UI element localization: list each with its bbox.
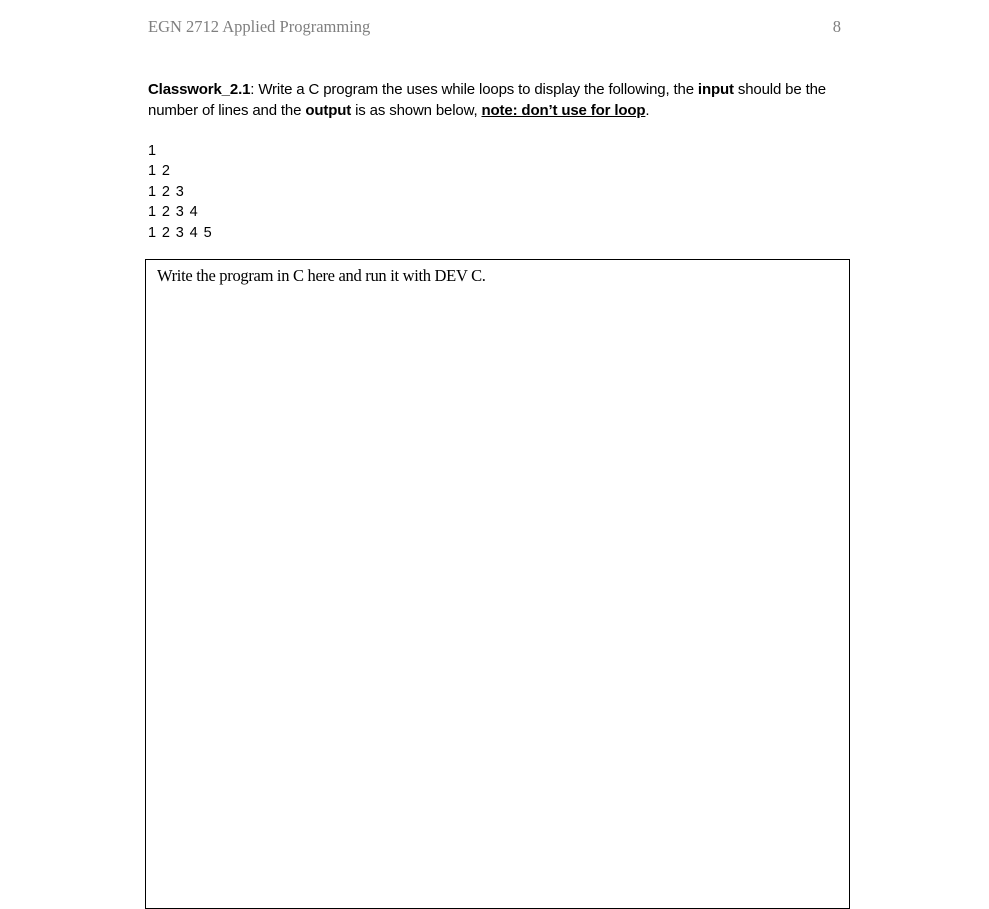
- answer-prompt: Write the program in C here and run it with DEV C.: [157, 266, 486, 285]
- output-line: 1 2: [148, 163, 171, 180]
- instruction-text-2: should be the number of lines and the: [148, 81, 826, 119]
- document-header-title: EGN 2712 Applied Programming: [148, 17, 371, 36]
- answer-text-box[interactable]: [145, 259, 850, 909]
- expected-output-sample: [148, 141, 213, 243]
- instruction-text-1: : Write a C program the uses while loops to display the following, the: [250, 81, 698, 98]
- instruction-text-3: is as shown below,: [351, 102, 482, 119]
- output-line: 1 2 3 4: [148, 204, 199, 221]
- instruction-period: .: [645, 102, 650, 119]
- no-for-loop-note: note: don’t use for loop: [481, 102, 646, 119]
- output-keyword: output: [305, 102, 352, 119]
- output-line: 1: [148, 143, 157, 159]
- output-line: 1 2 3 4 5: [148, 224, 213, 241]
- classwork-heading: Classwork_2.1: [148, 81, 251, 98]
- page-number: 8: [832, 17, 841, 36]
- assignment-instructions: [148, 79, 848, 121]
- input-keyword: input: [697, 81, 734, 98]
- output-line: 1 2 3: [148, 183, 185, 200]
